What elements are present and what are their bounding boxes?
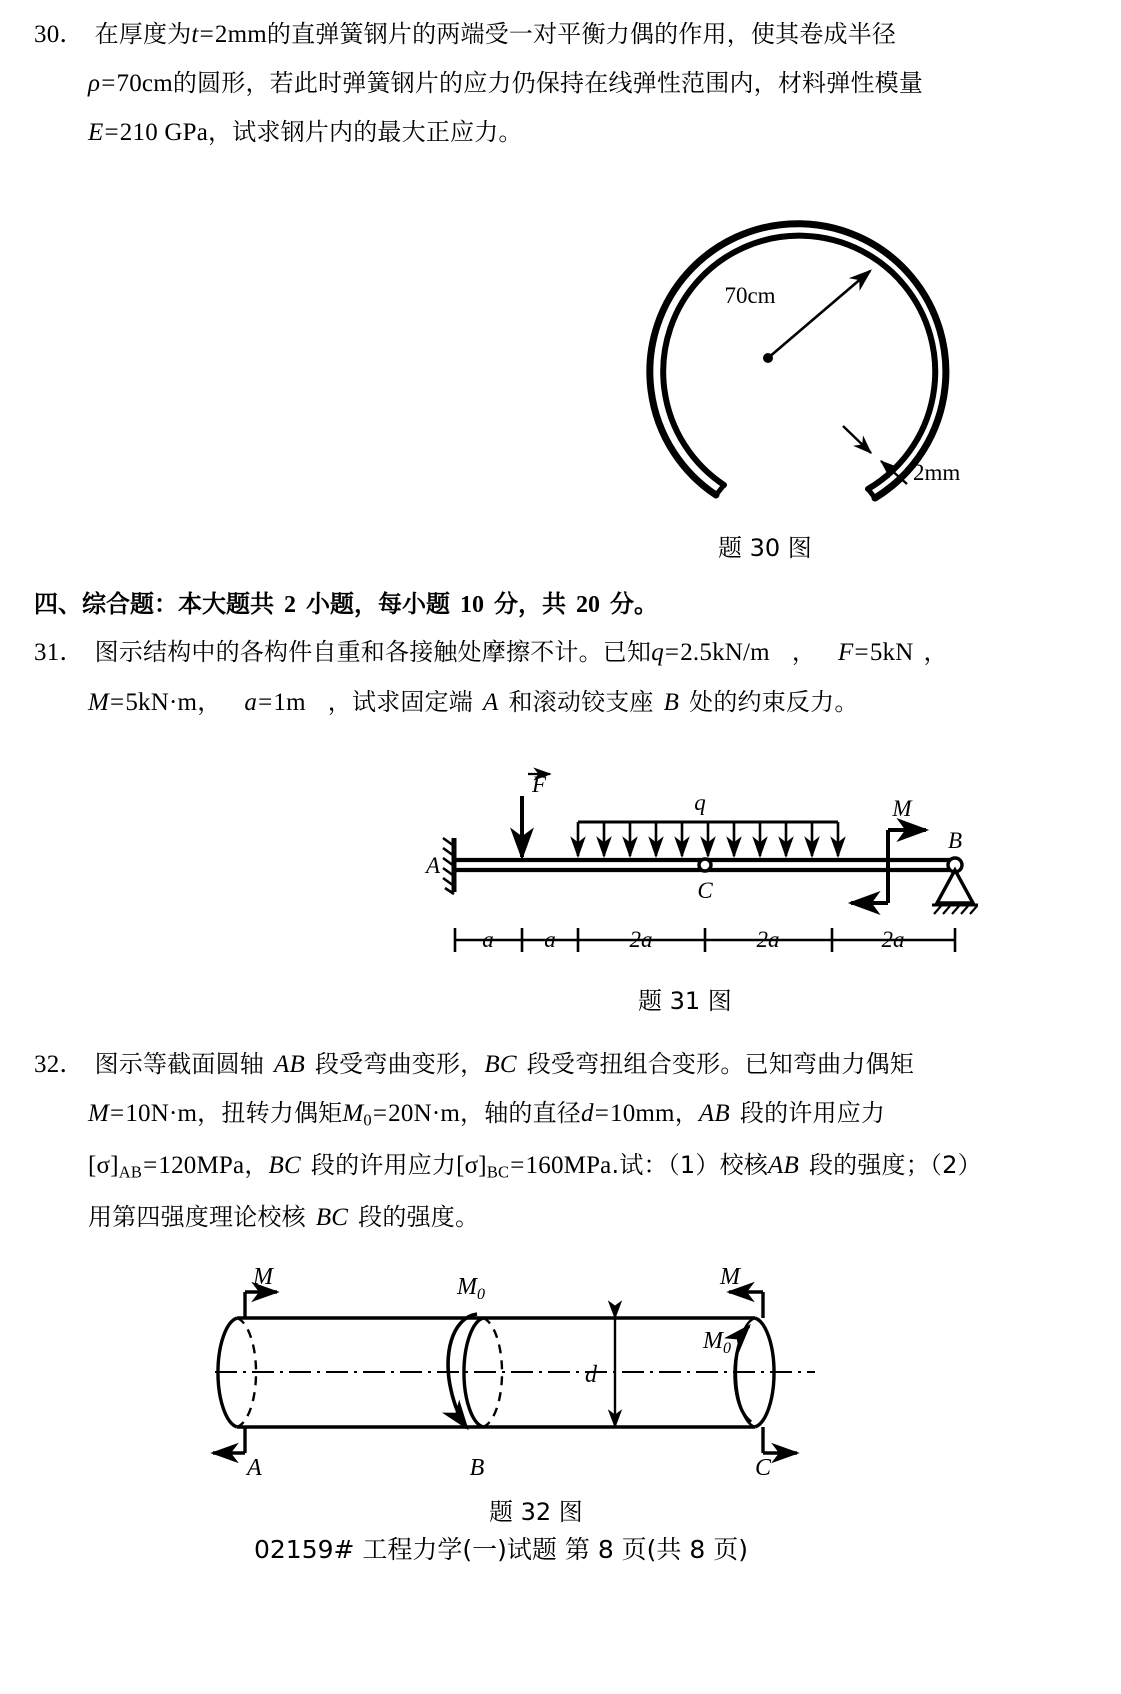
problem-31-var-q: q (651, 639, 664, 666)
problem-32-val-sig2: 160MPa (525, 1152, 612, 1180)
problem-32-eq-sig2: = (510, 1152, 525, 1180)
problem-31-eq-q: = (664, 639, 680, 666)
problem-32-var-d: d (581, 1100, 594, 1127)
problem-30-eq-1: = (199, 21, 214, 48)
problem-30-var-t: t (191, 21, 199, 48)
dimension-label: 2a (629, 927, 653, 952)
problem-32-segment-AB: AB (274, 1051, 305, 1078)
problem-30-line1-pre: 在厚度为 (94, 20, 192, 48)
problem-31-number: 31． (34, 639, 85, 666)
problem-32-eq-M0: = (372, 1100, 388, 1127)
problem-30-val-rho: 70cm (116, 70, 173, 97)
problem-31-var-M: M (88, 689, 110, 716)
thickness-arrow-upper (843, 426, 871, 453)
figure-32-svg (215, 1264, 835, 1500)
spring-inner-arc (663, 236, 935, 489)
problem-31-val-q: 2.5kN/m (680, 639, 770, 666)
figure-30-svg (600, 195, 1000, 515)
problem-31-val-M: 5kN·m， (125, 689, 223, 716)
radius-dimension-arrow (768, 271, 870, 358)
problem-32-sigma-AB: [σ] (88, 1152, 119, 1180)
dimension-label: 2a (881, 927, 905, 952)
figure-32 (215, 1264, 835, 1500)
problem-30-var-rho: ρ (88, 70, 101, 97)
figure-30-caption: 题 30 图 (718, 534, 812, 562)
spring-end-cap-left (716, 485, 724, 495)
problem-31-text (34, 640, 948, 715)
problem-31-comma-3: ， (327, 688, 352, 716)
section-4-heading (34, 584, 658, 619)
label-M0-mid: $M_0$ (457, 1274, 485, 1303)
problem-32-line2-t1: ，扭转力偶矩 (197, 1099, 343, 1127)
label-B: B (469, 1455, 485, 1481)
problem-31-line2-text1: 试求固定端 (351, 688, 473, 716)
problem-30-number: 30． (34, 21, 85, 48)
problem-31-line-1 (34, 640, 948, 665)
problem-30-line1-tail: 使其卷成半径 (750, 20, 897, 48)
problem-31-point-B: B (663, 689, 680, 716)
label-M-right: M (720, 1264, 740, 1290)
label-d: d (585, 1362, 597, 1388)
problem-32-number: 32． (34, 1051, 85, 1078)
problem-32-val-d: 10mm (610, 1100, 675, 1127)
page-footer: 02159# 工程力学(一)试题 第 8 页(共 8 页) (254, 1535, 748, 1564)
section-4-points-each: 10 (460, 592, 484, 618)
problem-30-line1-mid: 的直弹簧钢片的两端受一对平衡力偶的作用， (266, 20, 751, 48)
dimension-label: a (482, 927, 494, 952)
problem-32-eq-M: = (110, 1100, 125, 1127)
problem-32-line-2 (88, 1101, 982, 1129)
problem-32-sigma-AB-sub: AB (118, 1162, 143, 1182)
label-M0-right: $M_0$ (703, 1328, 731, 1357)
figure-31-svg (410, 760, 1010, 980)
figure-31 (410, 760, 1010, 980)
problem-32-segment-AB-2: AB (698, 1100, 730, 1127)
problem-32-line4-t2: 段的强度。 (358, 1203, 480, 1232)
section-4-text-d: 分。 (610, 590, 658, 618)
section-4-points-total: 20 (576, 592, 600, 618)
problem-30-eq-2: = (101, 70, 116, 97)
problem-30-line2-text: 的圆形，若此时弹簧钢片的应力仍保持在线弹性范围内，材料弹性模量 (172, 69, 924, 97)
problem-31-comma-2: ， (923, 638, 948, 666)
radius-label: 70cm (724, 283, 776, 308)
problem-32-segment-BC: BC (484, 1051, 517, 1078)
problem-31-var-a: a (244, 689, 258, 716)
problem-32-line-4 (88, 1205, 982, 1230)
section-4-count: 2 (284, 592, 296, 618)
problem-30-val-t: 2mm (214, 21, 267, 48)
dimension-label: 2a (756, 927, 780, 952)
problem-32-line2-t4: 段的许用应力 (739, 1099, 886, 1127)
problem-32-val-sig1: 120MPa (158, 1152, 245, 1180)
section-4-text-a: 四、综合题：本大题共 (34, 590, 274, 618)
roller-support-hatching (934, 906, 977, 914)
problem-31-comma-1: ， (791, 638, 817, 666)
figure-31-caption: 题 31 图 (638, 987, 732, 1015)
problem-31-line1-text: 图示结构中的各构件自重和各接触处摩擦不计。已知 (94, 638, 652, 666)
problem-30-line3-text: ，试求钢片内的最大正应力。 (208, 118, 523, 146)
figure-32-caption: 题 32 图 (489, 1498, 583, 1526)
problem-30-text (34, 22, 923, 145)
problem-32-var-M0: M (342, 1100, 364, 1127)
problem-31-line-2 (88, 690, 948, 715)
problem-31-point-A: A (482, 689, 499, 716)
problem-32-line2-t2: ，轴的直径 (460, 1099, 581, 1127)
label-C: C (755, 1455, 772, 1481)
problem-32-line3-t3: .试：（1）校核 (611, 1151, 768, 1180)
label-M-left: M (253, 1264, 273, 1290)
problem-31-val-F: 5kN (869, 639, 914, 666)
problem-32-eq-d: = (594, 1100, 610, 1127)
problem-32-line1-t3: 段受弯扭组合变形。已知弯曲力偶矩 (526, 1050, 914, 1078)
label-A: A (247, 1455, 262, 1481)
problem-30-line-3 (88, 120, 923, 145)
problem-32-text (34, 1052, 982, 1230)
problem-32-segment-BC-2: BC (268, 1152, 301, 1180)
label-M: M (892, 796, 912, 821)
fixed-support-hatching (443, 838, 454, 894)
problem-32-line2-t3: ， (674, 1099, 699, 1127)
problem-32-sigma-BC: [σ] (456, 1152, 487, 1180)
problem-32-line3-t1: ， (244, 1151, 269, 1180)
problem-32-sigma-BC-sub: BC (486, 1162, 510, 1182)
problem-31-line2-text2: 和滚动铰支座 (508, 688, 654, 716)
problem-32-line3-t4: 段的强度；（2） (808, 1151, 982, 1180)
problem-31-line2-text3: 处的约束反力。 (689, 688, 859, 716)
problem-31-eq-F: = (854, 639, 869, 666)
thickness-label: 2mm (913, 460, 961, 485)
hinge-C (699, 859, 711, 871)
problem-30-var-E: E (88, 119, 104, 146)
label-q: q (694, 790, 706, 815)
problem-32-segment-BC-3: BC (315, 1204, 349, 1232)
problem-32-val-M0: 20N·m (388, 1100, 460, 1127)
label-B: B (947, 828, 963, 853)
problem-32-var-M: M (88, 1100, 110, 1127)
problem-31-eq-a: = (258, 689, 273, 716)
roller-support-triangle (937, 870, 973, 903)
problem-30-line-1 (34, 22, 923, 47)
figure-30 (600, 195, 1000, 515)
problem-32-line-1 (34, 1052, 982, 1077)
problem-32-eq-sig1: = (143, 1152, 158, 1180)
spring-end-cap-right (868, 489, 875, 498)
label-F: F (532, 772, 547, 797)
problem-31-eq-M: = (110, 689, 125, 716)
section-4-text-c: 分，共 (494, 590, 566, 618)
problem-32-line3-t2: 段的许用应力 (310, 1151, 457, 1180)
problem-32-line4-t1: 用第四强度理论校核 (88, 1203, 306, 1232)
problem-32-var-M0-sub: 0 (363, 1110, 372, 1130)
section-4-text-b: 小题，每小题 (306, 590, 450, 618)
problem-32-segment-AB-3: AB (767, 1152, 799, 1180)
problem-32-val-M: 10N·m (125, 1100, 198, 1127)
label-C: C (697, 878, 713, 903)
torque-M0-right-arc (735, 1326, 751, 1422)
problem-30-val-E: 210 GPa (119, 119, 209, 146)
problem-30-line-2 (88, 71, 923, 96)
label-A: A (426, 853, 441, 878)
problem-32-line-3 (88, 1153, 982, 1181)
problem-32-line1-t1: 图示等截面圆轴 (94, 1050, 265, 1078)
problem-31-val-a: 1m (273, 689, 306, 716)
dimension-label: a (544, 927, 556, 952)
problem-30-eq-3: = (104, 119, 119, 146)
problem-32-line1-t2: 段受弯曲变形， (314, 1050, 485, 1078)
problem-31-var-F: F (838, 639, 854, 666)
